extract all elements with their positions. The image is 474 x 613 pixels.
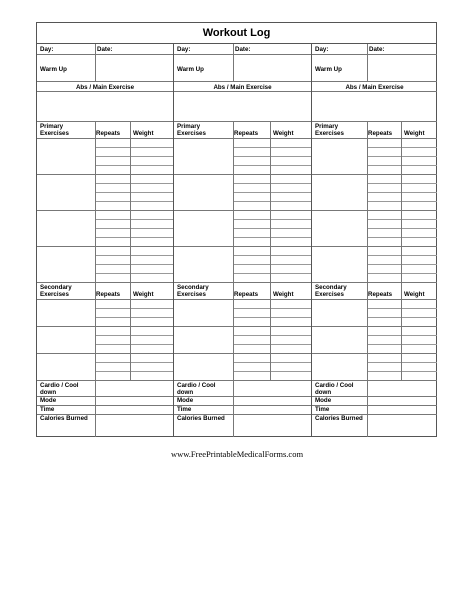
exercise-block-divider — [37, 353, 173, 354]
row-divider — [312, 91, 437, 92]
exercise-block-divider — [174, 326, 311, 327]
exercise-block-divider — [174, 353, 311, 354]
workout-log-form — [36, 22, 437, 437]
secondary-exercises-label: Secondary Exercises — [40, 284, 72, 298]
weight-header: Weight — [404, 291, 425, 298]
exercise-block-divider — [312, 282, 437, 283]
sub-row-divider — [233, 308, 311, 309]
calories-burned-label: Calories Burned — [40, 415, 88, 422]
sub-row-divider — [233, 192, 311, 193]
exercise-column-divider — [233, 282, 234, 380]
sub-row-divider — [95, 362, 173, 363]
exercise-block-divider — [37, 246, 173, 247]
exercise-column-divider — [367, 121, 368, 282]
sub-row-divider — [233, 183, 311, 184]
sub-row-divider — [95, 165, 173, 166]
secondary-exercises-label: Secondary Exercises — [177, 284, 209, 298]
cardio-column-divider — [233, 380, 234, 437]
exercise-block-divider — [37, 282, 173, 283]
row-divider — [37, 81, 173, 82]
cardio-cool-down-label: Cardio / Cool down — [40, 382, 79, 396]
sub-row-divider — [367, 264, 437, 265]
log-column-1 — [37, 44, 173, 437]
sub-row-divider — [367, 273, 437, 274]
sub-row-divider — [233, 165, 311, 166]
footer-url: www.FreePrintableMedicalForms.com — [170, 449, 304, 459]
sub-row-divider — [95, 237, 173, 238]
sub-row-divider — [95, 264, 173, 265]
repeats-weight-divider — [270, 282, 271, 380]
day-date-divider — [95, 44, 96, 54]
sub-row-divider — [233, 273, 311, 274]
sub-row-divider — [367, 237, 437, 238]
sub-row-divider — [233, 344, 311, 345]
row-divider — [174, 91, 311, 92]
day-label: Day: — [315, 46, 329, 53]
row-divider — [312, 81, 437, 82]
cardio-cool-down-label: Cardio / Cool down — [315, 382, 354, 396]
repeats-weight-divider — [270, 121, 271, 282]
exercise-block-divider — [37, 380, 173, 381]
exercise-block-divider — [312, 326, 437, 327]
secondary-exercises-label: Secondary Exercises — [315, 284, 347, 298]
sub-row-divider — [367, 335, 437, 336]
sub-row-divider — [95, 156, 173, 157]
repeats-weight-divider — [401, 282, 402, 380]
log-column-3 — [312, 44, 437, 437]
repeats-header: Repeats — [96, 291, 121, 298]
cardio-cool-down-label: Cardio / Cool down — [177, 382, 216, 396]
exercise-column-divider — [95, 282, 96, 380]
day-date-divider — [233, 44, 234, 54]
day-label: Day: — [177, 46, 191, 53]
exercise-block-divider — [37, 174, 173, 175]
sub-row-divider — [95, 255, 173, 256]
row-divider — [174, 138, 311, 139]
sub-row-divider — [233, 371, 311, 372]
repeats-header: Repeats — [368, 130, 393, 137]
sub-row-divider — [367, 183, 437, 184]
row-divider — [174, 299, 311, 300]
exercise-block-divider — [174, 380, 311, 381]
sub-row-divider — [233, 219, 311, 220]
row-divider — [312, 138, 437, 139]
sub-row-divider — [233, 317, 311, 318]
sub-row-divider — [367, 317, 437, 318]
mode-label: Mode — [177, 397, 194, 404]
sub-row-divider — [367, 201, 437, 202]
row-divider — [37, 299, 173, 300]
sub-row-divider — [95, 308, 173, 309]
warm-up-label: Warm Up — [40, 66, 67, 73]
sub-row-divider — [95, 371, 173, 372]
row-divider — [37, 138, 173, 139]
row-divider — [37, 91, 173, 92]
row-divider — [174, 54, 311, 55]
exercise-block-divider — [174, 174, 311, 175]
sub-row-divider — [367, 255, 437, 256]
sub-row-divider — [367, 308, 437, 309]
sub-row-divider — [95, 344, 173, 345]
row-divider — [312, 121, 437, 122]
exercise-block-divider — [174, 282, 311, 283]
warm-up-divider — [233, 54, 234, 81]
sub-row-divider — [233, 156, 311, 157]
repeats-header: Repeats — [234, 130, 259, 137]
abs-main-exercise-label: Abs / Main Exercise — [213, 84, 272, 91]
sub-row-divider — [95, 219, 173, 220]
exercise-block-divider — [174, 210, 311, 211]
sub-row-divider — [367, 219, 437, 220]
exercise-column-divider — [233, 121, 234, 282]
sub-row-divider — [367, 165, 437, 166]
exercise-column-divider — [367, 282, 368, 380]
sub-row-divider — [233, 264, 311, 265]
repeats-header: Repeats — [234, 291, 259, 298]
repeats-weight-divider — [130, 121, 131, 282]
form-title: Workout Log — [202, 27, 271, 39]
sub-row-divider — [367, 147, 437, 148]
sub-row-divider — [367, 344, 437, 345]
warm-up-divider — [367, 54, 368, 81]
time-label: Time — [315, 406, 330, 413]
row-divider — [37, 405, 173, 406]
exercise-column-divider — [95, 121, 96, 282]
calories-burned-label: Calories Burned — [177, 415, 225, 422]
sub-row-divider — [367, 362, 437, 363]
sub-row-divider — [367, 228, 437, 229]
mode-label: Mode — [40, 397, 57, 404]
sub-row-divider — [95, 147, 173, 148]
row-divider — [37, 396, 173, 397]
weight-header: Weight — [133, 130, 154, 137]
row-divider — [174, 81, 311, 82]
repeats-weight-divider — [130, 282, 131, 380]
row-divider — [37, 121, 173, 122]
sub-row-divider — [95, 201, 173, 202]
sub-row-divider — [233, 147, 311, 148]
abs-main-exercise-label: Abs / Main Exercise — [75, 84, 135, 91]
primary-exercises-label: Primary Exercises — [40, 123, 69, 137]
sub-row-divider — [95, 183, 173, 184]
exercise-block-divider — [37, 326, 173, 327]
row-divider — [37, 54, 173, 55]
sub-row-divider — [95, 317, 173, 318]
sub-row-divider — [233, 228, 311, 229]
time-label: Time — [177, 406, 192, 413]
weight-header: Weight — [273, 291, 294, 298]
date-label: Date: — [369, 46, 385, 53]
exercise-block-divider — [312, 210, 437, 211]
sub-row-divider — [233, 335, 311, 336]
cardio-column-divider — [367, 380, 368, 437]
repeats-header: Repeats — [96, 130, 121, 137]
exercise-block-divider — [312, 353, 437, 354]
row-divider — [174, 121, 311, 122]
weight-header: Weight — [404, 130, 425, 137]
sub-row-divider — [233, 255, 311, 256]
row-divider — [174, 405, 311, 406]
exercise-block-divider — [37, 210, 173, 211]
calories-burned-label: Calories Burned — [315, 415, 363, 422]
exercise-block-divider — [312, 380, 437, 381]
day-label: Day: — [40, 46, 54, 53]
exercise-block-divider — [312, 246, 437, 247]
primary-exercises-label: Primary Exercises — [177, 123, 206, 137]
warm-up-label: Warm Up — [177, 66, 204, 73]
weight-header: Weight — [133, 291, 154, 298]
date-label: Date: — [235, 46, 251, 53]
log-column-2 — [174, 44, 311, 437]
sub-row-divider — [367, 156, 437, 157]
weight-header: Weight — [273, 130, 294, 137]
row-divider — [312, 54, 437, 55]
primary-exercises-label: Primary Exercises — [315, 123, 344, 137]
sub-row-divider — [367, 192, 437, 193]
sub-row-divider — [367, 371, 437, 372]
cardio-column-divider — [95, 380, 96, 437]
row-divider — [312, 299, 437, 300]
day-date-divider — [367, 44, 368, 54]
sub-row-divider — [233, 201, 311, 202]
abs-main-exercise-label: Abs / Main Exercise — [345, 84, 404, 91]
mode-label: Mode — [315, 397, 332, 404]
exercise-block-divider — [174, 246, 311, 247]
warm-up-label: Warm Up — [315, 66, 342, 73]
date-label: Date: — [97, 46, 113, 53]
row-divider — [312, 405, 437, 406]
repeats-weight-divider — [401, 121, 402, 282]
warm-up-divider — [95, 54, 96, 81]
sub-row-divider — [233, 237, 311, 238]
sub-row-divider — [95, 335, 173, 336]
exercise-block-divider — [312, 174, 437, 175]
sub-row-divider — [95, 192, 173, 193]
time-label: Time — [40, 406, 55, 413]
sub-row-divider — [233, 362, 311, 363]
repeats-header: Repeats — [368, 291, 393, 298]
sub-row-divider — [95, 273, 173, 274]
row-divider — [174, 396, 311, 397]
sub-row-divider — [95, 228, 173, 229]
